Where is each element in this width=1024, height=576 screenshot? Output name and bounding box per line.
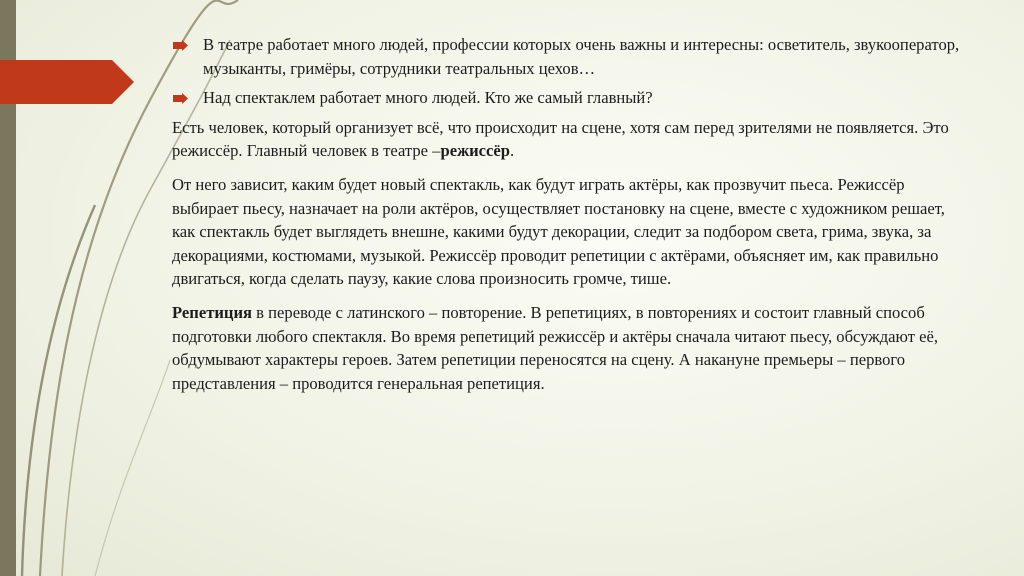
red-arrow-banner <box>0 0 140 576</box>
arrow-bullet-icon <box>173 40 188 51</box>
bullet-item <box>172 86 962 110</box>
paragraph-text: От него зависит, каким будет новый спектакль, как будут играть актёры, как прозвучит пьеса. Режиссёр выбирает пьесу, назначает на роли актёров, осуществляет постановку на сцене, вместе с художником решает, как спектакль будет выглядеть внешне, какими будут декорации, следит за подбором света, грима, звука, за декорациями, костюмами, музыкой. Режиссёр проводит репетиции с актёрами, объясняет им, как правильно двигаться, когда сделать паузу, какие слова произносить громче, тише. <box>172 174 945 289</box>
paragraph-text: в переводе с латинского – повторение. В репетициях, в повторениях и состоит главный способ подготовки любого спектакля. Во время репетиций режиссёр и актёры сначала читают пьесу, обсуждают её, обдумывают характеры героев. Затем репетиции переносятся на сцену. А накануне премьеры – первого представления – проводится генеральная репетиция. <box>172 302 939 393</box>
bullet-text: Над спектаклем работает много людей. Кто же самый главный? <box>203 88 653 108</box>
paragraph-text: Есть человек, который организует всё, что происходит на сцене, хотя сам перед зрителями не появляется. Это режиссёр. Главный человек в театре – <box>172 117 949 161</box>
paragraph-rehearsal <box>172 301 962 395</box>
bold-term: Репетиция <box>172 302 253 322</box>
bold-term: режиссёр <box>440 141 510 161</box>
bullet-item <box>172 33 962 80</box>
bullet-text: В театре работает много людей, профессии которых очень важны и интересны: осветитель, звукооператор, музыканты, гримёры, сотрудники театральных цехов… <box>203 35 960 78</box>
paragraph-end: . <box>510 141 515 161</box>
slide-content <box>172 33 962 405</box>
paragraph-director-duties <box>172 173 962 291</box>
paragraph-director-intro <box>172 116 962 163</box>
arrow-bullet-icon <box>173 93 188 104</box>
